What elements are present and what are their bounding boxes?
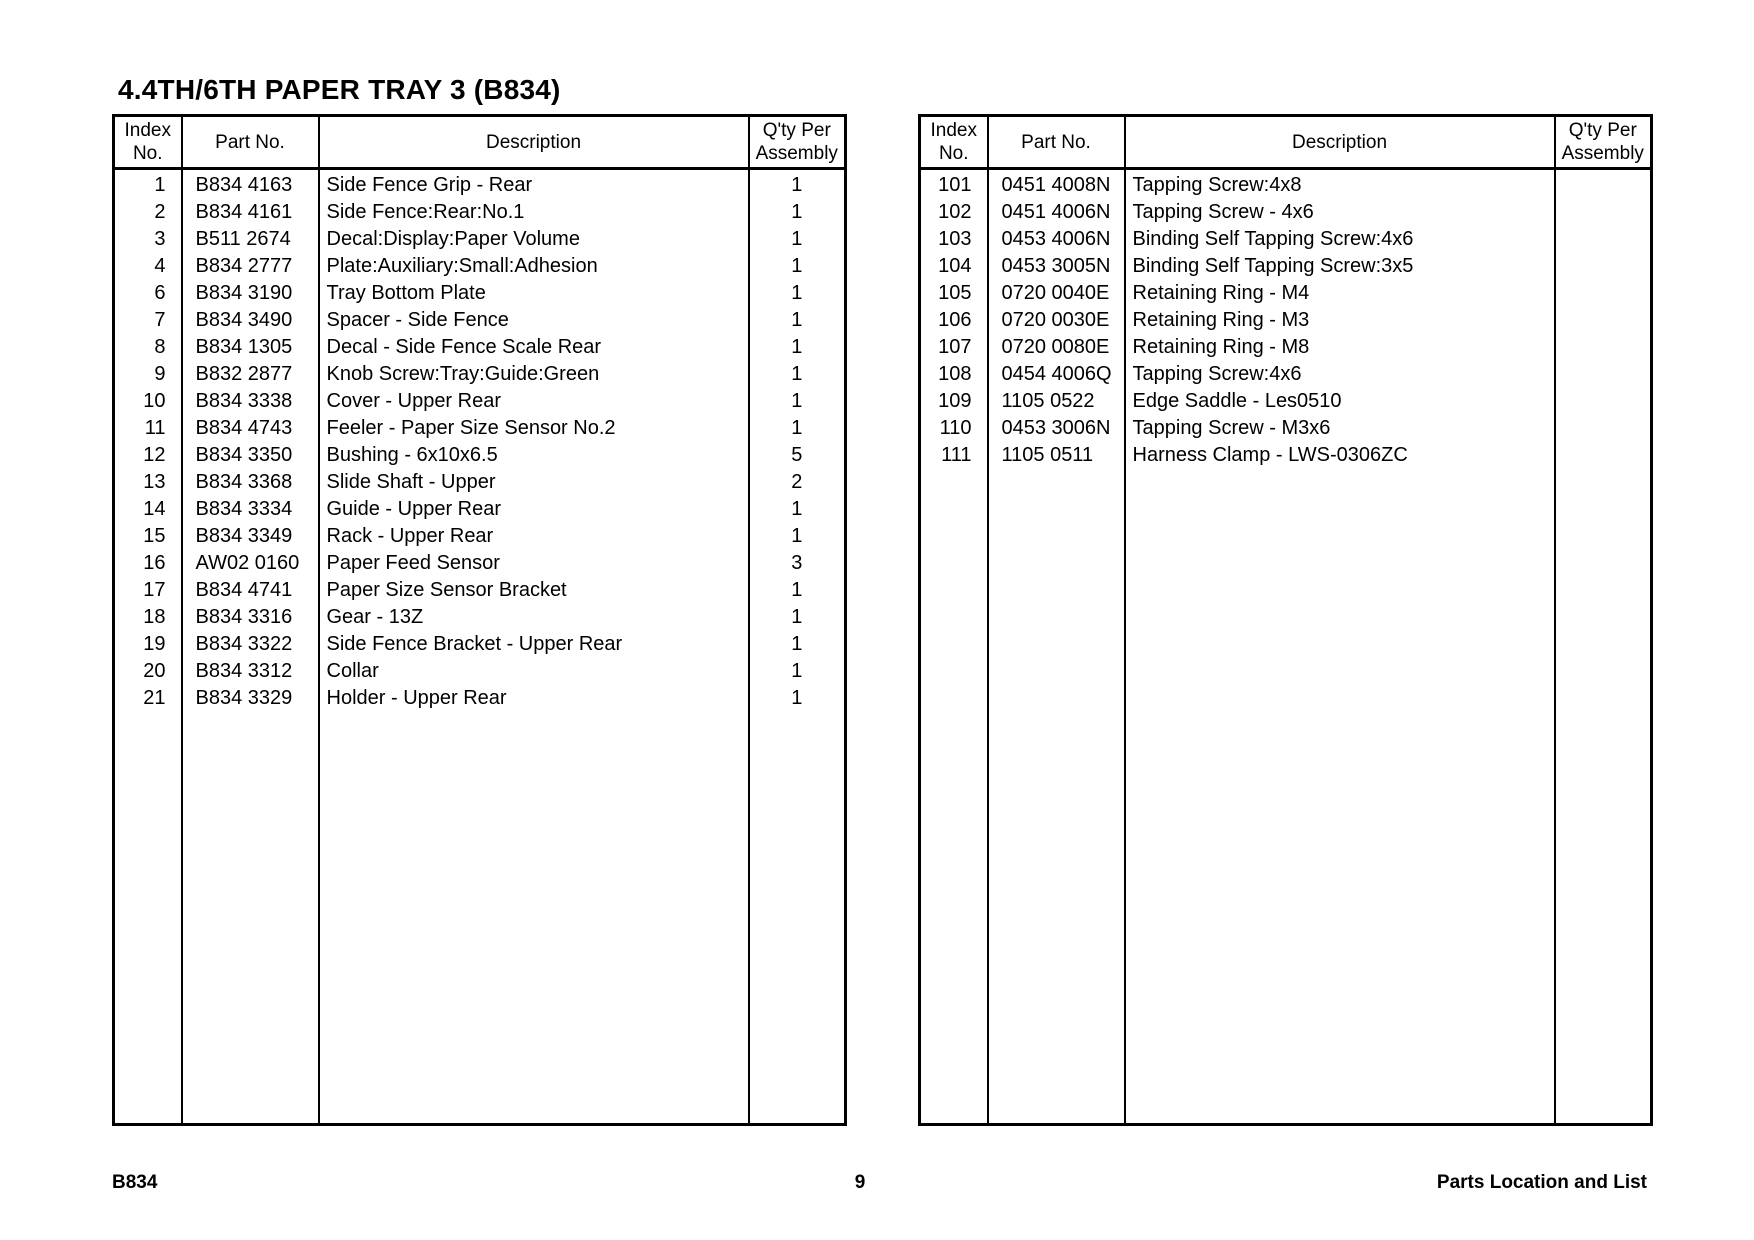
description-cell: Binding Self Tapping Screw:4x6	[1125, 226, 1555, 253]
index-cell: 104	[920, 253, 988, 280]
index-cell: 4	[114, 253, 182, 280]
qty-cell	[1555, 361, 1652, 388]
part-no-cell: 0451 4006N	[988, 199, 1125, 226]
table-row	[114, 334, 846, 361]
description-cell: Decal - Side Fence Scale Rear	[319, 334, 749, 361]
index-cell: 15	[114, 523, 182, 550]
header-label-index: Index No.	[124, 120, 171, 164]
description-cell: Collar	[319, 658, 749, 685]
description-cell: Guide - Upper Rear	[319, 496, 749, 523]
part-no-cell: B834 3338	[182, 388, 319, 415]
parts-table-right	[918, 114, 1653, 1126]
description-cell: Bushing - 6x10x6.5	[319, 442, 749, 469]
part-no-cell: B834 3190	[182, 280, 319, 307]
index-cell: 13	[114, 469, 182, 496]
description-cell: Knob Screw:Tray:Guide:Green	[319, 361, 749, 388]
table-row	[920, 199, 1652, 226]
qty-cell: 1	[749, 577, 846, 604]
table-row	[920, 307, 1652, 334]
qty-cell: 1	[749, 169, 846, 200]
qty-cell: 1	[749, 334, 846, 361]
description-cell: Edge Saddle - Les0510	[1125, 388, 1555, 415]
header-label-qty: Q'ty Per Assembly	[755, 120, 838, 164]
index-cell: 2	[114, 199, 182, 226]
qty-cell: 2	[749, 469, 846, 496]
header-label-part: Part No.	[215, 131, 285, 153]
description-cell: Side Fence:Rear:No.1	[319, 199, 749, 226]
table-row	[114, 496, 846, 523]
index-cell: 16	[114, 550, 182, 577]
index-cell: 108	[920, 361, 988, 388]
part-no-cell: B834 3368	[182, 469, 319, 496]
empty-cell	[182, 712, 319, 1125]
table-row	[114, 280, 846, 307]
index-cell: 18	[114, 604, 182, 631]
parts-table-left	[112, 114, 847, 1126]
header-label-index: Index No.	[930, 120, 977, 164]
part-no-cell: 0454 4006Q	[988, 361, 1125, 388]
description-cell: Holder - Upper Rear	[319, 685, 749, 712]
table-row	[114, 631, 846, 658]
table-row	[920, 361, 1652, 388]
qty-cell: 1	[749, 388, 846, 415]
table-row	[920, 280, 1652, 307]
footer-section: Parts Location and List	[1436, 1172, 1647, 1193]
part-no-cell: B834 3316	[182, 604, 319, 631]
part-no-cell: 0720 0040E	[988, 280, 1125, 307]
header-qty	[749, 116, 846, 169]
description-cell: Tapping Screw - 4x6	[1125, 199, 1555, 226]
table-row	[920, 253, 1652, 280]
empty-cell	[319, 712, 749, 1125]
parts-table-left-body	[114, 169, 846, 1125]
index-cell: 110	[920, 415, 988, 442]
table-row	[114, 361, 846, 388]
qty-cell: 5	[749, 442, 846, 469]
qty-cell	[1555, 334, 1652, 361]
qty-cell: 1	[749, 280, 846, 307]
table-row	[114, 685, 846, 712]
index-cell: 101	[920, 169, 988, 200]
index-cell: 109	[920, 388, 988, 415]
table-row	[114, 442, 846, 469]
qty-cell	[1555, 307, 1652, 334]
table-row	[920, 226, 1652, 253]
index-cell: 105	[920, 280, 988, 307]
description-cell: Binding Self Tapping Screw:3x5	[1125, 253, 1555, 280]
description-cell: Retaining Ring - M4	[1125, 280, 1555, 307]
table-row	[920, 169, 1652, 200]
table-row	[114, 253, 846, 280]
part-no-cell: 0453 3005N	[988, 253, 1125, 280]
qty-cell: 1	[749, 415, 846, 442]
table-row	[114, 415, 846, 442]
description-cell: Feeler - Paper Size Sensor No.2	[319, 415, 749, 442]
qty-cell	[1555, 388, 1652, 415]
header-part-no	[182, 116, 319, 169]
qty-cell: 1	[749, 226, 846, 253]
qty-cell: 3	[749, 550, 846, 577]
part-no-cell: B834 4161	[182, 199, 319, 226]
table-header-row	[114, 116, 846, 169]
part-no-cell: 0453 3006N	[988, 415, 1125, 442]
part-no-cell: B834 3490	[182, 307, 319, 334]
table-row	[920, 442, 1652, 469]
part-no-cell: 0453 4006N	[988, 226, 1125, 253]
description-cell: Harness Clamp - LWS-0306ZC	[1125, 442, 1555, 469]
table-row	[114, 169, 846, 200]
index-cell: 12	[114, 442, 182, 469]
description-cell: Retaining Ring - M3	[1125, 307, 1555, 334]
part-no-cell: B832 2877	[182, 361, 319, 388]
table-row	[920, 415, 1652, 442]
qty-cell: 1	[749, 199, 846, 226]
description-cell: Cover - Upper Rear	[319, 388, 749, 415]
header-label-description: Description	[1291, 131, 1388, 153]
empty-cell	[114, 712, 182, 1125]
qty-cell	[1555, 280, 1652, 307]
qty-cell	[1555, 226, 1652, 253]
index-cell: 103	[920, 226, 988, 253]
table-row	[114, 523, 846, 550]
index-cell: 6	[114, 280, 182, 307]
part-no-cell: 0720 0030E	[988, 307, 1125, 334]
table-filler-row	[114, 712, 846, 1125]
part-no-cell: AW02 0160	[182, 550, 319, 577]
index-cell: 7	[114, 307, 182, 334]
table-header-row	[920, 116, 1652, 169]
qty-cell: 1	[749, 253, 846, 280]
header-description	[319, 116, 749, 169]
index-cell: 3	[114, 226, 182, 253]
description-cell: Paper Size Sensor Bracket	[319, 577, 749, 604]
part-no-cell: B834 4743	[182, 415, 319, 442]
table-row	[114, 469, 846, 496]
empty-cell	[988, 469, 1125, 1125]
part-no-cell: B834 3329	[182, 685, 319, 712]
table-row	[114, 307, 846, 334]
table-filler-row	[920, 469, 1652, 1125]
empty-cell	[1125, 469, 1555, 1125]
page-title: 4.4TH/6TH PAPER TRAY 3 (B834)	[118, 74, 561, 105]
qty-cell	[1555, 253, 1652, 280]
qty-cell: 1	[749, 496, 846, 523]
description-cell: Tray Bottom Plate	[319, 280, 749, 307]
header-part-no	[988, 116, 1125, 169]
table-row	[114, 550, 846, 577]
index-cell: 19	[114, 631, 182, 658]
index-cell: 9	[114, 361, 182, 388]
part-no-cell: 0720 0080E	[988, 334, 1125, 361]
description-cell: Decal:Display:Paper Volume	[319, 226, 749, 253]
description-cell: Retaining Ring - M8	[1125, 334, 1555, 361]
qty-cell	[1555, 169, 1652, 200]
qty-cell: 1	[749, 523, 846, 550]
header-index	[920, 116, 988, 169]
qty-cell: 1	[749, 604, 846, 631]
part-no-cell: B834 4741	[182, 577, 319, 604]
table-row	[114, 604, 846, 631]
index-cell: 20	[114, 658, 182, 685]
index-cell: 14	[114, 496, 182, 523]
description-cell: Tapping Screw:4x6	[1125, 361, 1555, 388]
qty-cell	[1555, 442, 1652, 469]
description-cell: Side Fence Grip - Rear	[319, 169, 749, 200]
description-cell: Side Fence Bracket - Upper Rear	[319, 631, 749, 658]
index-cell: 102	[920, 199, 988, 226]
index-cell: 8	[114, 334, 182, 361]
qty-cell: 1	[749, 658, 846, 685]
part-no-cell: B834 3322	[182, 631, 319, 658]
description-cell: Gear - 13Z	[319, 604, 749, 631]
footer-page-number: 9	[854, 1172, 866, 1193]
part-no-cell: B834 3349	[182, 523, 319, 550]
qty-cell: 1	[749, 631, 846, 658]
qty-cell: 1	[749, 685, 846, 712]
header-label-qty: Q'ty Per Assembly	[1561, 120, 1644, 164]
index-cell: 11	[114, 415, 182, 442]
index-cell: 107	[920, 334, 988, 361]
index-cell: 10	[114, 388, 182, 415]
part-no-cell: B834 1305	[182, 334, 319, 361]
part-no-cell: B834 4163	[182, 169, 319, 200]
description-cell: Tapping Screw:4x8	[1125, 169, 1555, 200]
description-cell: Tapping Screw - M3x6	[1125, 415, 1555, 442]
part-no-cell: B834 3312	[182, 658, 319, 685]
table-row	[920, 334, 1652, 361]
part-no-cell: 1105 0511	[988, 442, 1125, 469]
parts-table-right-body	[920, 169, 1652, 1125]
part-no-cell: B511 2674	[182, 226, 319, 253]
empty-cell	[749, 712, 846, 1125]
qty-cell: 1	[749, 361, 846, 388]
table-row	[920, 388, 1652, 415]
header-label-description: Description	[485, 131, 582, 153]
part-no-cell: B834 2777	[182, 253, 319, 280]
table-row	[114, 658, 846, 685]
empty-cell	[920, 469, 988, 1125]
part-no-cell: 0451 4008N	[988, 169, 1125, 200]
empty-cell	[1555, 469, 1652, 1125]
index-cell: 111	[920, 442, 988, 469]
table-row	[114, 388, 846, 415]
index-cell: 106	[920, 307, 988, 334]
description-cell: Spacer - Side Fence	[319, 307, 749, 334]
table-row	[114, 199, 846, 226]
index-cell: 21	[114, 685, 182, 712]
table-row	[114, 577, 846, 604]
part-no-cell: B834 3350	[182, 442, 319, 469]
description-cell: Rack - Upper Rear	[319, 523, 749, 550]
table-row	[114, 226, 846, 253]
header-label-part: Part No.	[1021, 131, 1091, 153]
part-no-cell: B834 3334	[182, 496, 319, 523]
index-cell: 1	[114, 169, 182, 200]
description-cell: Slide Shaft - Upper	[319, 469, 749, 496]
header-description	[1125, 116, 1555, 169]
qty-cell	[1555, 199, 1652, 226]
header-index	[114, 116, 182, 169]
qty-cell: 1	[749, 307, 846, 334]
part-no-cell: 1105 0522	[988, 388, 1125, 415]
description-cell: Plate:Auxiliary:Small:Adhesion	[319, 253, 749, 280]
footer-model: B834	[112, 1172, 158, 1193]
qty-cell	[1555, 415, 1652, 442]
description-cell: Paper Feed Sensor	[319, 550, 749, 577]
header-qty	[1555, 116, 1652, 169]
index-cell: 17	[114, 577, 182, 604]
